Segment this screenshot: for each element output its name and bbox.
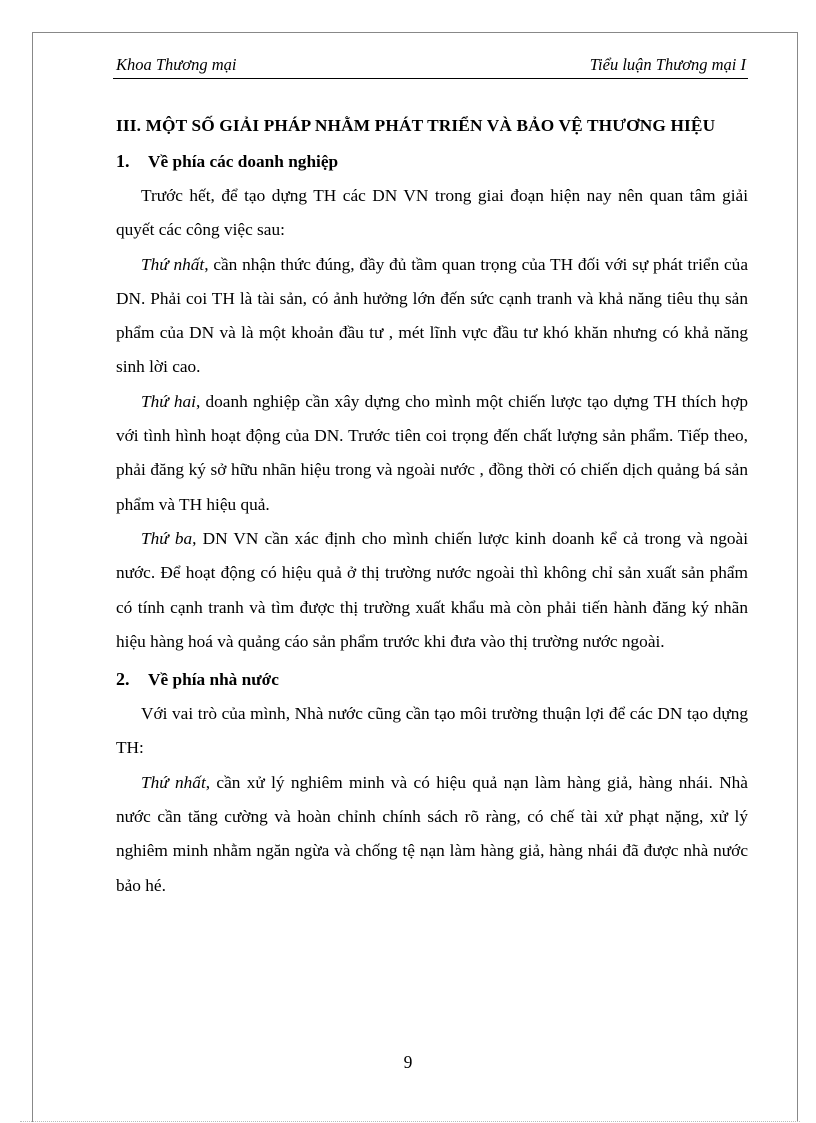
document-body	[116, 110, 748, 903]
paragraph-second	[116, 385, 748, 522]
paragraph-state-intro: Với vai trò của mình, Nhà nước cũng cần tạo môi trường thuận lợi để các DN tạo dựng TH:	[116, 704, 748, 758]
subheading-number: 2.	[116, 669, 130, 690]
paragraph-label: Thứ nhất	[141, 772, 206, 792]
header-faculty: Khoa Thương mại	[116, 55, 237, 74]
paragraph-label: Thứ nhất	[141, 254, 205, 274]
paragraph-text: , cần xử lý nghiêm minh và có hiệu quả nạn làm hàng giả, hàng nhái. Nhà nước cần tăng cường và hoàn chỉnh chính sách rõ ràng, có chế tài xử phạt nặng, xử lý nghiêm minh nhằm ngăn ngừa và chống tệ nạn làm hàng giả, hàng nhái đã được nhà nước bảo hé.	[116, 772, 748, 895]
paragraph-state-first	[116, 766, 748, 903]
paragraph-text: , doanh nghiệp cần xây dựng cho mình một chiến lược tạo dựng TH thích hợp với tình hình hoạt động của DN. Trước tiên coi trọng đến chất lượng sản phẩm. Tiếp theo, phải đăng ký sở hữu nhãn hiệu trong và ngoài nước , đồng thời có chiến dịch quảng bá sản phẩm và TH hiệu quả.	[116, 391, 748, 514]
section-title: III. MỘT SỐ GIẢI PHÁP NHẰM PHÁT TRIỂN VÀ BẢO VỆ THƯƠNG HIỆU	[116, 116, 716, 135]
page-number: 9	[403, 1052, 413, 1072]
paragraph-label: Thứ ba	[141, 528, 193, 548]
paragraph-first	[116, 248, 748, 385]
paragraph-text: , cần nhận thức đúng, đầy đủ tầm quan trọng của TH đối với sự phát triển của DN. Phải coi TH là tài sản, có ảnh hưởng lớn đến sức cạnh tranh và khả năng tiêu thụ sản phẩm của DN và là một khoản đầu tư , mét lĩnh vực đầu tư khó khăn nhưng có khả năng sinh lời cao.	[116, 254, 748, 377]
page-bottom-divider	[20, 1121, 800, 1122]
subheading-text: Về phía các doanh nghiệp	[148, 152, 339, 171]
subheading-number: 1.	[116, 151, 130, 171]
paragraph-third	[116, 522, 748, 659]
running-header	[113, 54, 748, 79]
header-document-title: Tiểu luận Thương mại I	[589, 55, 746, 74]
subheading-enterprises	[116, 144, 748, 179]
paragraph-text: , DN VN cần xác định cho mình chiến lược kinh doanh kể cả trong và ngoài nước. Để hoạt động có hiệu quả ở thị trường nước ngoài thì không chỉ sản xuất sản phẩm có tính cạnh tranh và tìm được thị trường xuất khẩu mà còn phải tiến hành đăng ký nhãn hiệu hàng hoá và quảng cáo sản phẩm trước khi đưa vào thị trường nước ngoài.	[116, 528, 748, 651]
paragraph-label: Thứ hai	[141, 391, 196, 411]
subheading-state	[116, 662, 748, 697]
subheading-text: Về phía nhà nước	[148, 670, 279, 690]
paragraph-intro: Trước hết, để tạo dựng TH các DN VN trong giai đoạn hiện nay nên quan tâm giải quyết các công việc sau:	[116, 186, 748, 240]
